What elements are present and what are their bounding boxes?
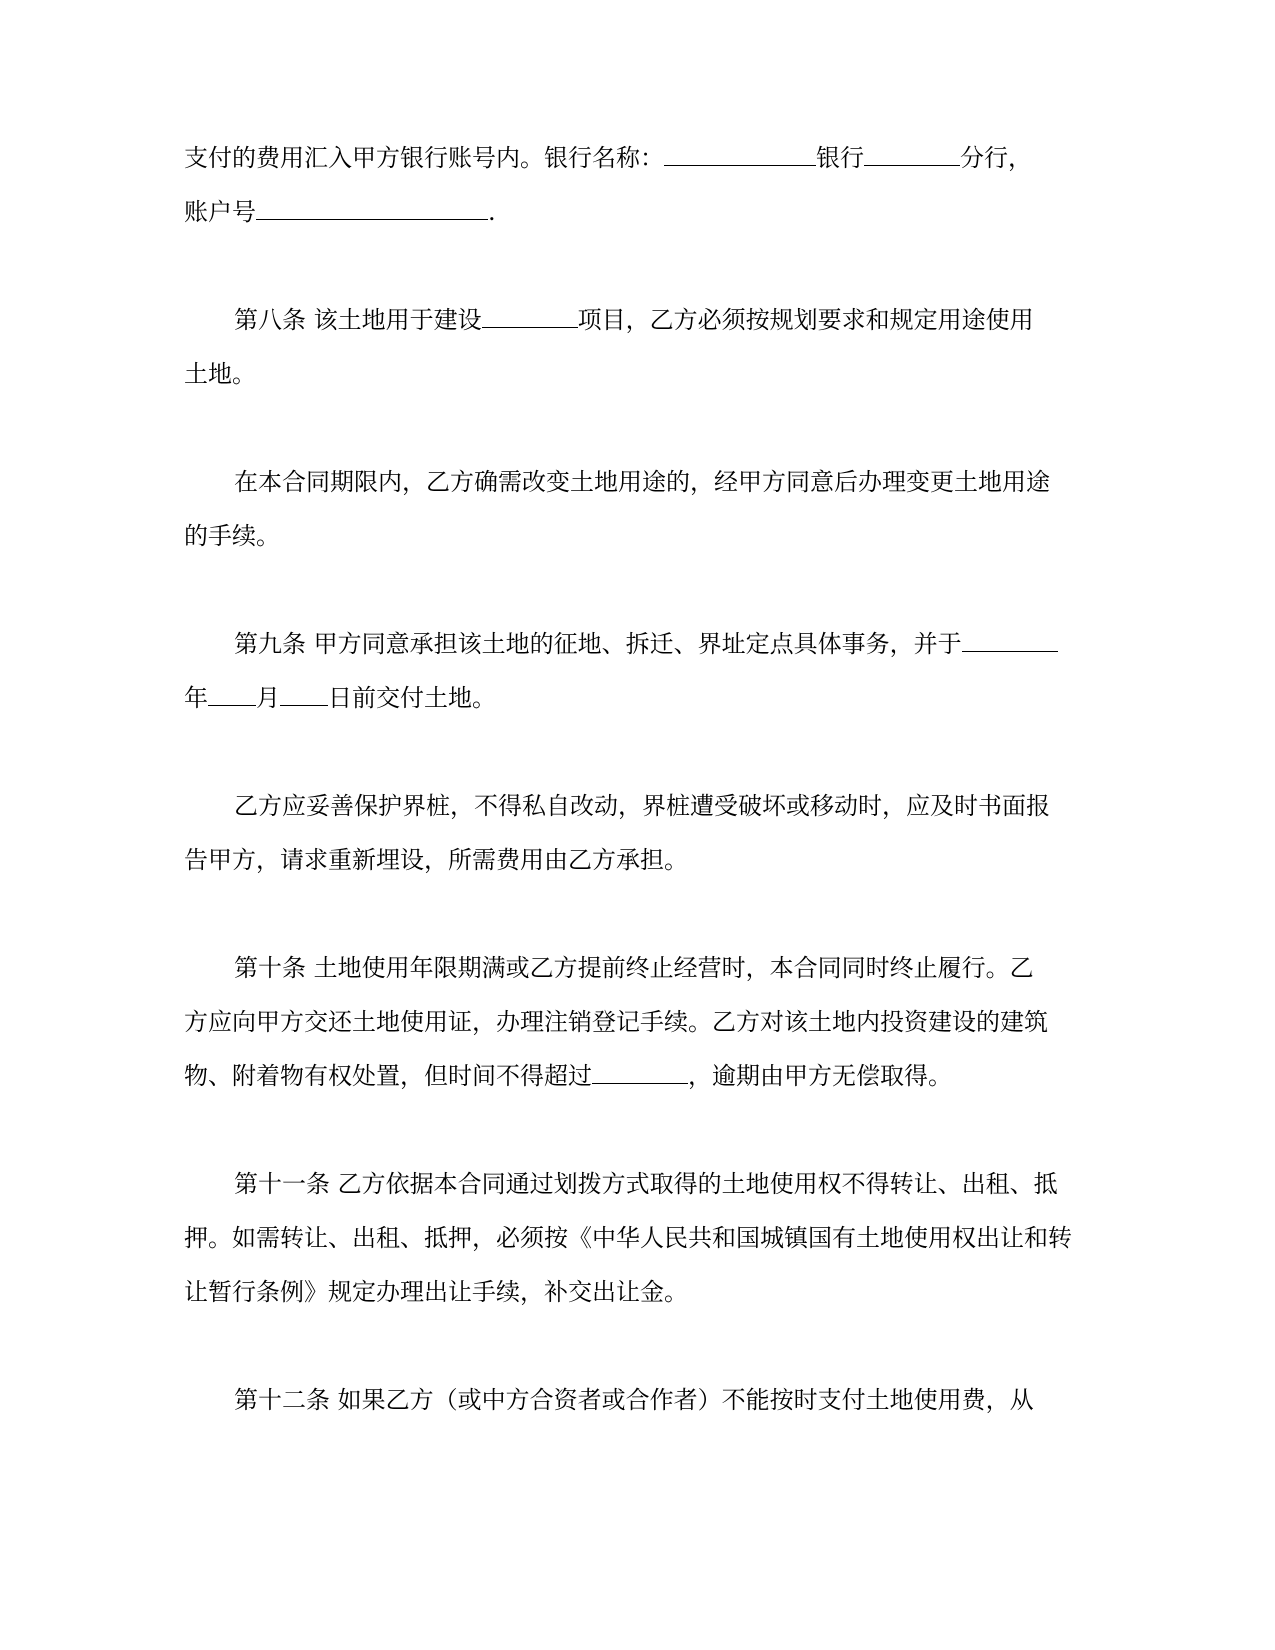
p7-period: . bbox=[488, 198, 496, 226]
article-10-line2: 方应向甲方交还土地使用证，办理注销登记手续。乙方对该土地内投资建设的建筑 bbox=[184, 1008, 1048, 1036]
article-8-line1 bbox=[234, 306, 1034, 334]
p7-text: 支付的费用汇入甲方银行账号内。银行名称： bbox=[184, 144, 664, 172]
article-12-line1: 第十二条 如果乙方（或中方合资者或合作者）不能按时支付土地使用费，从 bbox=[234, 1386, 1034, 1414]
article-10-line1: 第十条 土地使用年限期满或乙方提前终止经营时，本合同同时终止履行。乙 bbox=[234, 954, 1034, 982]
p7-line2 bbox=[184, 198, 496, 226]
article-8-line2: 土地。 bbox=[184, 360, 256, 388]
land-use-change-line1: 在本合同期限内，乙方确需改变土地用途的，经甲方同意后办理变更土地用途 bbox=[234, 468, 1050, 496]
p7-account-label: 账户号 bbox=[184, 198, 256, 226]
article-8-text: 第八条 该土地用于建设 bbox=[234, 306, 482, 334]
year-label: 年 bbox=[184, 684, 208, 712]
boundary-stake-line1: 乙方应妥善保护界桩，不得私自改动，界桩遭受破坏或移动时，应及时书面报 bbox=[234, 792, 1050, 820]
article-11-line1: 第十一条 乙方依据本合同通过划拨方式取得的土地使用权不得转让、出租、抵 bbox=[234, 1170, 1058, 1198]
article-10-text-cont: ，逾期由甲方无偿取得。 bbox=[688, 1062, 952, 1090]
article-10-line3 bbox=[184, 1062, 952, 1090]
p7-text-branch: 分行， bbox=[960, 144, 1032, 172]
account-number-blank bbox=[256, 199, 488, 220]
boundary-stake-line2: 告甲方，请求重新埋设，所需费用由乙方承担。 bbox=[184, 846, 688, 874]
article-11-line2: 押。如需转让、出租、抵押，必须按《中华人民共和国城镇国有土地使用权出让和转 bbox=[184, 1224, 1072, 1252]
article-9-line2 bbox=[184, 684, 496, 712]
article-9-text: 第九条 甲方同意承担该土地的征地、拆迁、界址定点具体事务，并于 bbox=[234, 630, 962, 658]
delivery-date-blank bbox=[962, 631, 1058, 652]
article-9-line1 bbox=[234, 630, 1058, 658]
project-blank bbox=[482, 307, 578, 328]
month-label: 月 bbox=[256, 684, 280, 712]
disposal-time-blank bbox=[592, 1063, 688, 1084]
article-10-text: 物、附着物有权处置，但时间不得超过 bbox=[184, 1062, 592, 1090]
day-blank bbox=[280, 685, 328, 706]
p7-text-bank: 银行 bbox=[816, 144, 864, 172]
bank-branch-blank bbox=[864, 145, 960, 166]
p7-line1 bbox=[184, 144, 1032, 172]
bank-name-blank bbox=[664, 145, 816, 166]
month-blank bbox=[208, 685, 256, 706]
article-11-line3: 让暂行条例》规定办理出让手续，补交出让金。 bbox=[184, 1278, 688, 1306]
land-use-change-line2: 的手续。 bbox=[184, 522, 280, 550]
day-label: 日前交付土地。 bbox=[328, 684, 496, 712]
article-8-text-cont: 项目，乙方必须按规划要求和规定用途使用 bbox=[577, 306, 1034, 334]
